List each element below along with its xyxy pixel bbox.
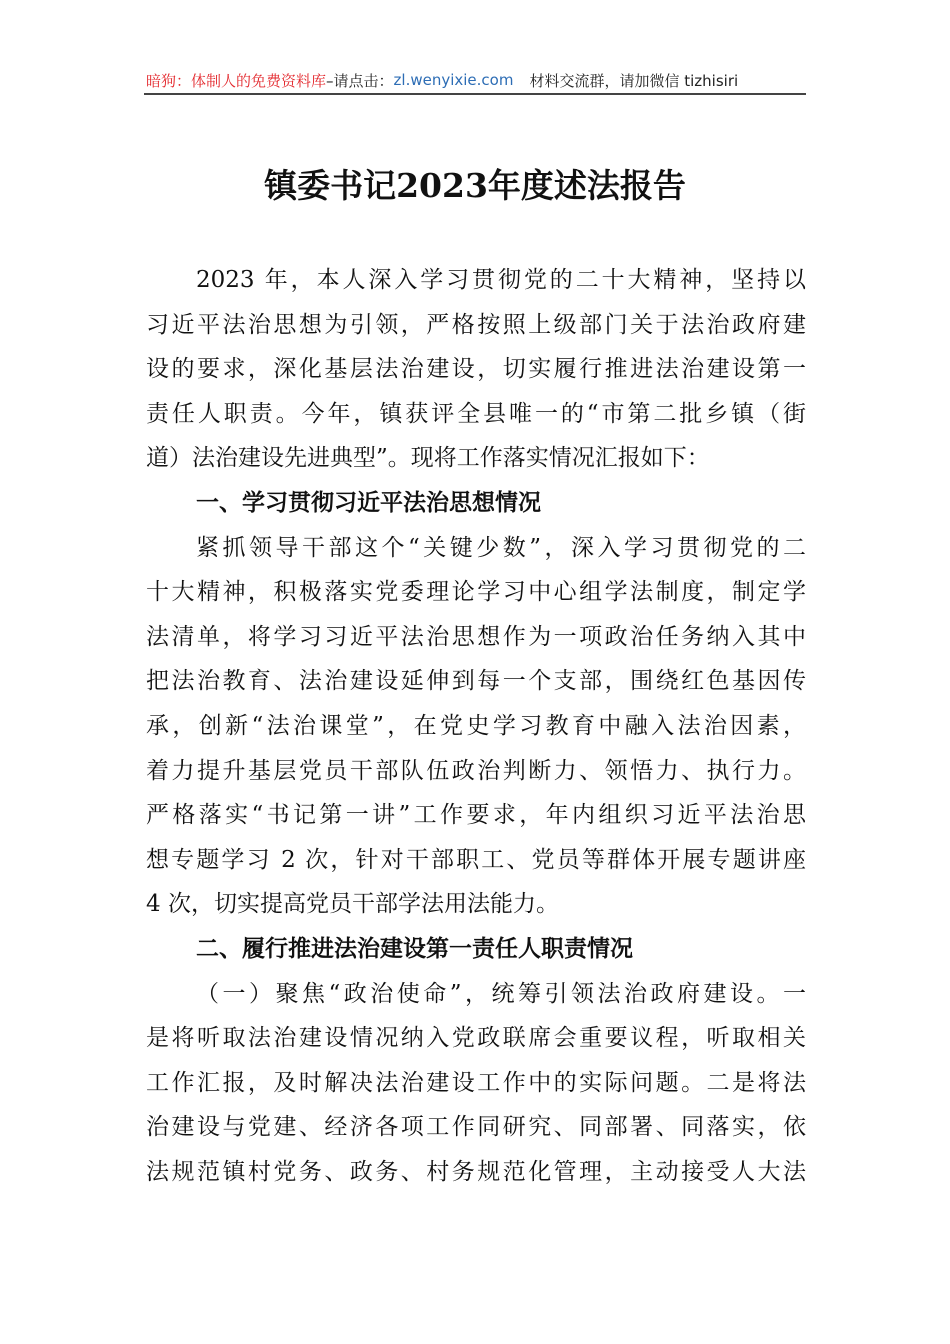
- section-heading: 二、履行推进法治建设第一责任人职责情况: [196, 935, 633, 962]
- paragraph-line: 紧抓领导干部这个“关键少数”，深入学习贯彻党的二: [196, 534, 806, 561]
- paragraph-line: 4 次，切实提高党员干部学法用法能力。: [146, 891, 559, 918]
- document-title: 镇委书记2023年度述法报告: [264, 166, 686, 205]
- ad-contact: 材料交流群，请加微信 tizhisiri: [529, 71, 739, 90]
- paragraph-line: 习近平法治思想为引领，严格按照上级部门关于法治政府建: [146, 311, 806, 338]
- paragraph-line: 严格落实“书记第一讲”工作要求，年内组织习近平法治思: [146, 802, 806, 829]
- section-heading: 一、学习贯彻习近平法治思想情况: [196, 489, 541, 516]
- paragraph-line: 把法治教育、法治建设延伸到每一个支部，围绕红色基因传: [146, 668, 806, 695]
- ad-text: 暗狗：体制人的免费资料库: [146, 71, 327, 90]
- paragraph-line: （一）聚焦“政治使命”，统筹引领法治政府建设。一: [196, 980, 806, 1007]
- paragraph-line: 2023 年，本人深入学习贯彻党的二十大精神，坚持以: [196, 267, 806, 293]
- ad-link[interactable]: zl.wenyixie.com: [393, 71, 514, 89]
- paragraph-line: 法规范镇村党务、政务、村务规范化管理，主动接受人大法: [146, 1158, 806, 1185]
- paragraph-line: 责任人职责。今年，镇获评全县唯一的“市第二批乡镇（街: [146, 400, 806, 427]
- paragraph-line: 想专题学习 2 次，针对干部职工、党员等群体开展专题讲座: [146, 846, 806, 873]
- paragraph-line: 工作汇报，及时解决法治建设工作中的实际问题。二是将法: [146, 1069, 806, 1096]
- paragraph-line: 着力提升基层党员干部队伍政治判断力、领悟力、执行力。: [146, 757, 806, 784]
- paragraph-line: 十大精神，积极落实党委理论学习中心组学法制度，制定学: [146, 579, 806, 606]
- paragraph-line: 是将听取法治建设情况纳入党政联席会重要议程，听取相关: [146, 1025, 806, 1052]
- ad-prompt: –请点击：: [326, 71, 394, 90]
- paragraph-line: 道）法治建设先进典型”。现将工作落实情况汇报如下：: [146, 445, 710, 472]
- paragraph-line: 法清单，将学习习近平法治思想作为一项政治任务纳入其中: [146, 623, 806, 650]
- header-rule: [144, 93, 806, 95]
- header-banner: [146, 68, 806, 92]
- document-body: [146, 258, 806, 1194]
- paragraph-line: 治建设与党建、经济各项工作同研究、同部署、同落实，依: [146, 1114, 806, 1141]
- paragraph-line: 设的要求，深化基层法治建设，切实履行推进法治建设第一: [146, 356, 806, 383]
- paragraph-line: 承，创新“法治课堂”，在党史学习教育中融入法治因素，: [146, 712, 806, 739]
